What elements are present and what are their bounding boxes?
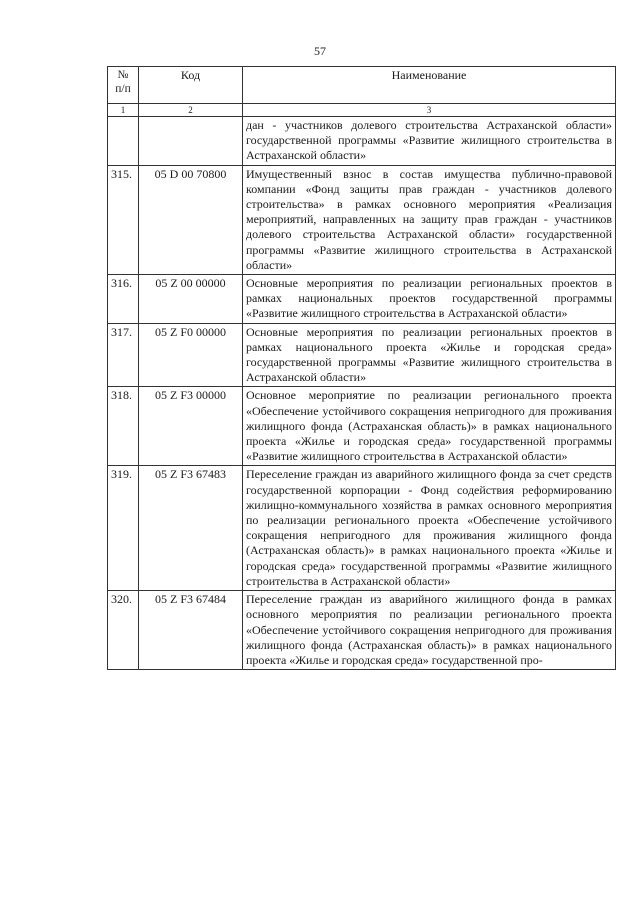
row-number: 317. (108, 323, 139, 387)
row-code: 05 Z 00 00000 (139, 275, 243, 324)
row-code: 05 D 00 70800 (139, 165, 243, 274)
row-text: Основные мероприятия по реализации региональных проектов в рамках национальных проектов государственной программы «Развитие жилищного строительства в Астраханской области» (243, 275, 616, 324)
row-number: 318. (108, 387, 139, 466)
table-row (108, 466, 616, 591)
table-row (108, 275, 616, 324)
table-header-row (108, 67, 616, 104)
row-number: 315. (108, 165, 139, 274)
row-code (139, 117, 243, 166)
header-num-symbol: № (117, 69, 129, 81)
column-index-3: 3 (243, 104, 616, 117)
row-text: дан - участников долевого строительства Астраханской области» государственной программы «Развитие жилищного строительства в Астраханской области» (243, 117, 616, 166)
row-number (108, 117, 139, 166)
table-row (108, 591, 616, 670)
header-num (108, 67, 139, 104)
row-text: Переселение граждан из аварийного жилищного фонда в рамках основного мероприятия по реализации регионального проекта «Обеспечение устойчивого сокращения непригодного для проживания жилищного фонда (Астраханская область)» в рамках национального проекта «Жилье и городская среда» государственной про- (243, 591, 616, 670)
row-text: Имущественный взнос в состав имущества публично-правовой компании «Фонд защиты прав граждан - участников долевого строительства» в рамках основного мероприятия «Реализация мероприятий, направленных на защиту прав граждан - участников долевого строительства Астраханской области» государственной программы «Развитие жилищного строительства в Астраханской области» (243, 165, 616, 274)
budget-classification-table (107, 66, 616, 670)
column-index-row (108, 104, 616, 117)
row-text: Переселение граждан из аварийного жилищного фонда за счет средств государственной корпорации - Фонд содействия реформированию жилищно-коммунального хозяйства в рамках основного мероприятия по реализации регионального проекта «Обеспечение устойчивого сокращения непригодного для проживания жилищного фонда (Астраханская область)» в рамках национального проекта «Жилье и городская среда» государственной программы «Развитие жилищного строительства в Астраханской области» (243, 466, 616, 591)
row-code: 05 Z F3 00000 (139, 387, 243, 466)
row-code: 05 Z F3 67483 (139, 466, 243, 591)
row-text: Основное мероприятие по реализации регионального проекта «Обеспечение устойчивого сокращения непригодного для проживания жилищного фонда (Астраханская область)» в рамках национального проекта «Жилье и городская среда» государственной программы «Развитие жилищного строительства в Астраханской области» (243, 387, 616, 466)
table-row (108, 165, 616, 274)
header-code: Код (139, 67, 243, 104)
row-text: Основные мероприятия по реализации региональных проектов в рамках национального проекта «Жилье и городская среда» государственной программы «Развитие жилищного строительства в Астраханской области» (243, 323, 616, 387)
row-number: 320. (108, 591, 139, 670)
column-index-1: 1 (108, 104, 139, 117)
row-number: 319. (108, 466, 139, 591)
table-row (108, 117, 616, 166)
row-code: 05 Z F0 00000 (139, 323, 243, 387)
page-number: 57 (314, 44, 326, 58)
table-row (108, 323, 616, 387)
column-index-2: 2 (139, 104, 243, 117)
table-row (108, 387, 616, 466)
row-code: 05 Z F3 67484 (139, 591, 243, 670)
header-num-label: п/п (115, 83, 131, 95)
header-name: Наименование (243, 67, 616, 104)
row-number: 316. (108, 275, 139, 324)
